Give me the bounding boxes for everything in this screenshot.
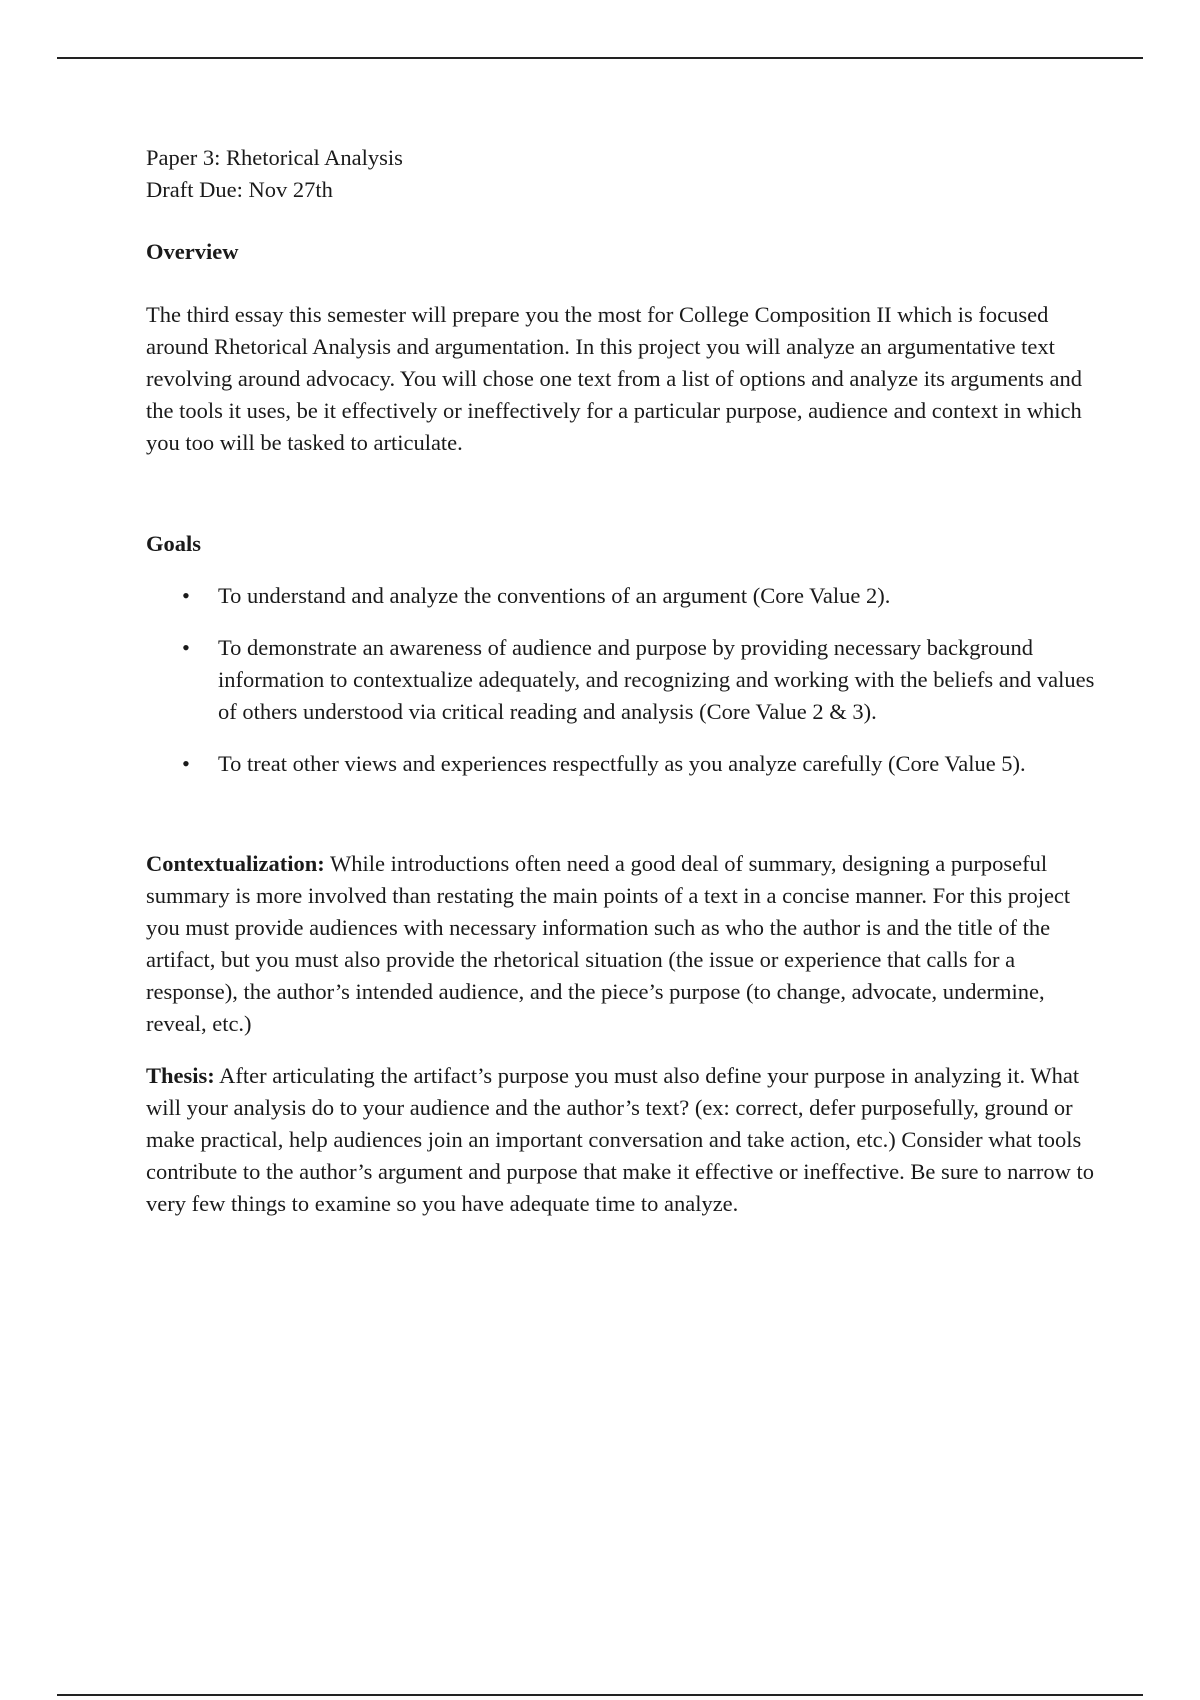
contextualization-label: Contextualization:: [146, 851, 325, 876]
top-rule: [57, 57, 1143, 59]
draft-due-date: Draft Due: Nov 27th: [146, 177, 333, 202]
bullet-icon: •: [182, 583, 190, 608]
thesis-paragraph: [146, 1060, 1096, 1220]
goals-list: [146, 580, 1096, 780]
overview-paragraph: The third essay this semester will prepare you the most for College Composition II which is focused around Rhetorical Analysis and argumentation. In this project you will analyze an argumentative text revolving around advocacy. You will chose one text from a list of options and analyze its arguments and the tools it uses, be it effectively or ineffectively for a particular purpose, audience and context in which you too will be tasked to articulate.: [146, 302, 1083, 455]
overview-heading: Overview: [146, 239, 239, 264]
bullet-icon: •: [182, 751, 190, 776]
thesis-text: After articulating the artifact’s purpose you must also define your purpose in analyzing it. What will your analysis do to your audience and the author’s text? (ex: correct, defer purposefully, ground or make practical, help audiences join an important conversation and take action, etc.) Consider what tools contribute to the author’s argument and purpose that make it effective or ineffective. Be sure to narrow to very few things to examine so you have adequate time to analyze.: [146, 1063, 1095, 1216]
bullet-icon: •: [182, 635, 190, 660]
thesis-label: Thesis:: [146, 1063, 215, 1088]
goals-heading: Goals: [146, 531, 202, 556]
contextualization-paragraph: [146, 848, 1096, 1040]
paper-title: Paper 3: Rhetorical Analysis: [146, 145, 403, 170]
bottom-rule: [57, 1694, 1143, 1696]
list-item: [146, 580, 1096, 612]
contextualization-text: While introductions often need a good deal of summary, designing a purposeful summary is more involved than restating the main points of a text in a concise manner. For this project you must provide audiences with necessary information such as who the author is and the title of the artifact, but you must also provide the rhetorical situation (the issue or experience that calls for a response), the author’s intended audience, and the piece’s purpose (to change, advocate, undermine, reveal, etc.): [146, 851, 1071, 1036]
goal-text: To understand and analyze the conventions of an argument (Core Value 2).: [218, 583, 891, 608]
document-body: [146, 142, 1096, 1220]
goal-text: To demonstrate an awareness of audience and purpose by providing necessary background information to contextualize adequately, and recognizing and working with the beliefs and values of others understood via critical reading and analysis (Core Value 2 & 3).: [218, 635, 1095, 724]
list-item: [146, 748, 1096, 780]
goal-text: To treat other views and experiences respectfully as you analyze carefully (Core Value 5).: [218, 751, 1026, 776]
list-item: [146, 632, 1096, 728]
